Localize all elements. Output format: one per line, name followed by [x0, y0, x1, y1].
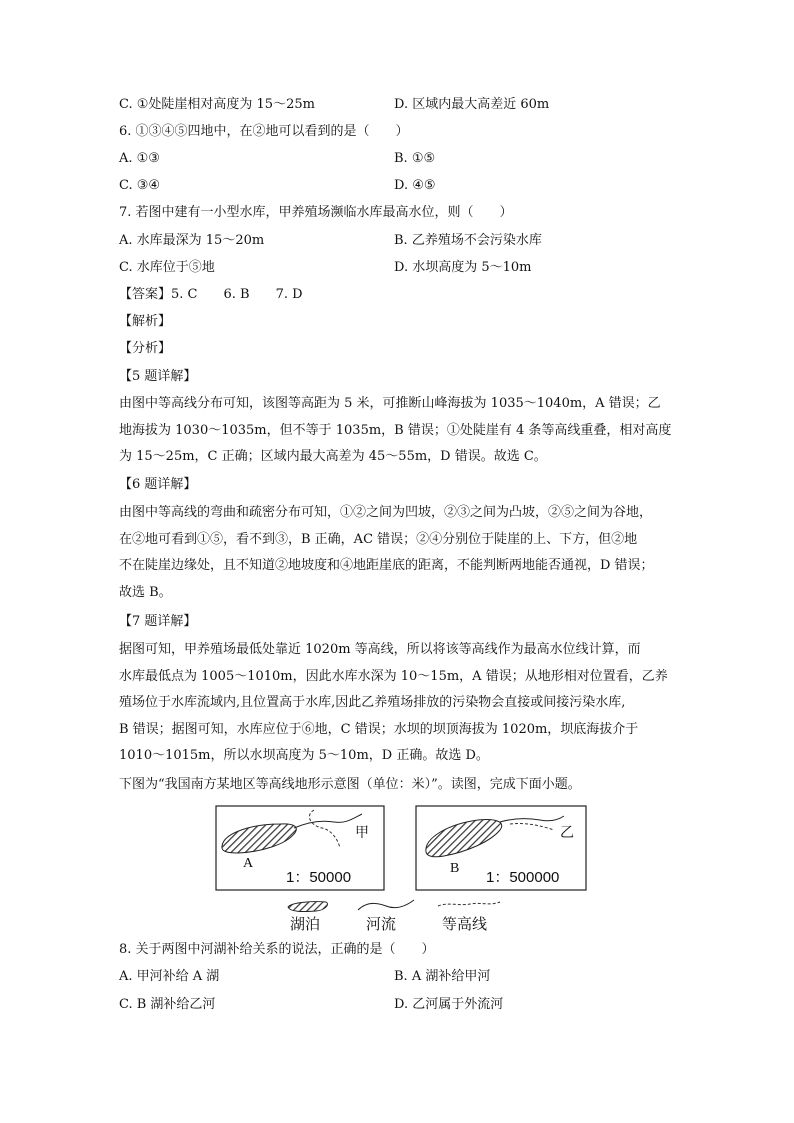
q7-option-d: D. 水坝高度为 5～10m	[394, 260, 532, 275]
legend-lake-label: 湖泊	[290, 917, 321, 933]
q7-detail-line: B 错误；据图可知，水库应位于⑥地，C 错误；水坝的坝顶海拔为 1020m，坝底海拔介于	[119, 721, 639, 737]
q5-detail-title: 【5 题详解】	[119, 369, 197, 384]
q8-option-c: C. B 湖补给乙河	[119, 997, 216, 1012]
q6-stem: 6. ①③④⑤四地中，在②地可以看到的是（ ）	[119, 124, 409, 139]
q7-stem: 7. 若图中建有一小型水库，甲养殖场濒临水库最高水位，则（ ）	[119, 205, 513, 220]
q5-option-c: C. ①处陡崖相对高度为 15～25m	[119, 97, 315, 112]
q7-detail-line: 据图可知，甲养殖场最低处靠近 1020m 等高线，所以将该等高线作为最高水位线计算，而	[119, 642, 641, 657]
q7-detail-line: 水库最低点为 1005～1010m，因此水库水深为 10～15m，A 错误；从地形相对位置看，乙养	[119, 668, 668, 684]
q6-detail-title: 【6 题详解】	[119, 477, 197, 492]
q7-detail-line: 1010～1015m，所以水坝高度为 5～10m，D 正确。故选 D。	[119, 748, 489, 763]
q5-detail-line: 为 15～25m，C 正确；区域内最大高差为 45～55m，D 错误。故选 C。	[119, 449, 547, 464]
q7-option-c: C. 水库位于⑤地	[119, 260, 215, 275]
q5-detail-line: 地海拔为 1030～1035m，但不等于 1035m，B 错误；①处陡崖有 4 条等高线重叠，相对高度	[119, 422, 672, 438]
q6-option-d: D. ④⑤	[394, 178, 436, 193]
q5-option-d: D. 区域内最大高差近 60m	[394, 97, 550, 112]
q6-detail-line: 不在陡崖边缘处，且不知道②地坡度和④地距崖底的距离，不能判断两地能否通视，D 错误；	[119, 558, 654, 573]
q6-detail-text	[119, 500, 679, 606]
analysis-heading: 【解析】	[119, 314, 172, 329]
q7-option-a: A. 水库最深为 15～20m	[119, 233, 265, 248]
place-yi-label: 乙	[560, 826, 574, 841]
q5-detail-line: 由图中等高线分布可知，该图等高距为 5 米，可推断山峰海拔为 1035～1040m，A 错误；乙	[119, 396, 661, 411]
answer-line: 【答案】5. C 6. B 7. D	[119, 287, 303, 302]
q6-detail-line: 由图中等高线的弯曲和疏密分布可知，①②之间为凹坡，②③之间为凸坡，②⑤之间为谷地，	[119, 505, 653, 520]
q6-option-b: B. ①⑤	[394, 151, 436, 166]
q8-option-d: D. 乙河属于外流河	[394, 997, 504, 1012]
legend-river-icon	[358, 900, 414, 910]
place-jia-label: 甲	[355, 826, 369, 841]
q7-detail-line: 殖场位于水库流域内,且位置高于水库,因此乙养殖场排放的污染物会直接或间接污染水库,	[119, 695, 626, 710]
q6-option-a: A. ①③	[119, 151, 160, 166]
legend-river-label: 河流	[366, 917, 397, 933]
legend-contour-label: 等高线	[442, 917, 488, 933]
legend-lake-icon	[288, 902, 328, 912]
lake-a-label: A	[243, 856, 254, 871]
lake-b-label: B	[450, 861, 460, 876]
q6-detail-line: 在②地可看到①⑤，看不到③，B 正确，AC 错误；②④分别位于陡崖的上、下方，但②地	[119, 531, 638, 547]
q8-stem: 8. 关于两图中河湖补给关系的说法，正确的是（ ）	[119, 942, 435, 957]
q7-detail-title: 【7 题详解】	[119, 614, 197, 629]
q5-detail-text	[119, 391, 679, 471]
q7-detail-text	[119, 637, 679, 770]
right-scale-label: 1：500000	[486, 869, 560, 886]
q6-detail-line: 故选 B。	[119, 584, 172, 600]
fenxi-heading: 【分析】	[119, 341, 172, 356]
q6-option-c: C. ③④	[119, 178, 161, 193]
left-scale-label: 1：50000	[286, 869, 352, 886]
legend-contour-icon	[438, 902, 500, 906]
q8-option-b: B. A 湖补给甲河	[394, 969, 491, 984]
contour-figure	[210, 802, 590, 937]
figure-intro: 下图为“我国南方某地区等高线地形示意图（单位：米）”。读图，完成下面小题。	[119, 777, 581, 792]
q8-option-a: A. 甲河补给 A 湖	[119, 969, 220, 984]
q7-option-b: B. 乙养殖场不会污染水库	[394, 233, 542, 248]
